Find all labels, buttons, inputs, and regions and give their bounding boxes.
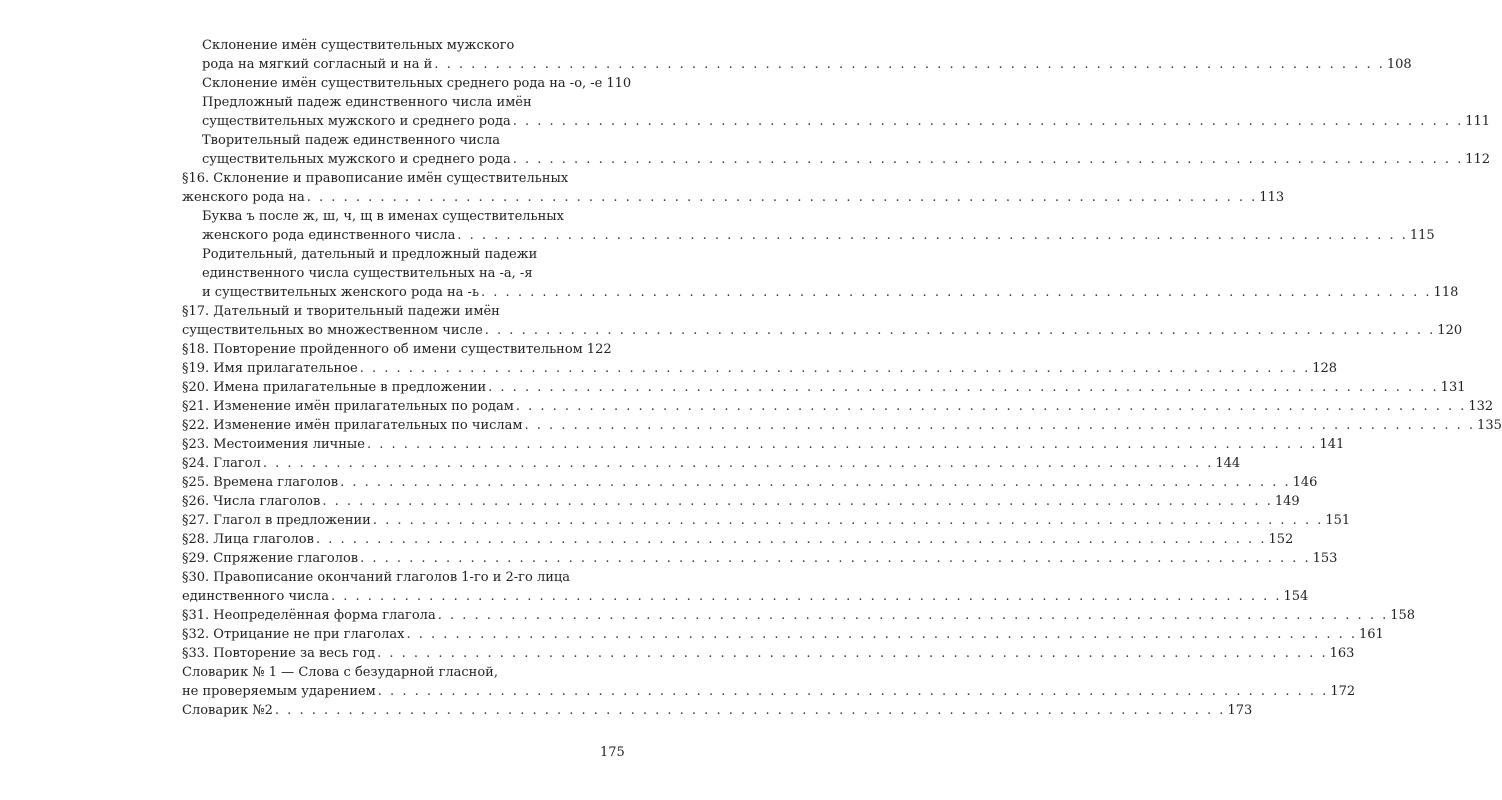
dot-leader: . . . . . . . . . . . . . . . . . . . . . . . . . . . . . . . . . . . . . . . . . . . . . . . . . . . . . . . . . . . . . . . . . . . . . . . . . . . . . . xyxy=(262,456,1214,471)
toc-page-number: 141 xyxy=(1319,437,1345,452)
toc-entry xyxy=(182,302,1463,340)
toc-page-number: 144 xyxy=(1215,456,1241,471)
dot-leader: . . . . . . . . . . . . . . . . . . . . . . . . . . . . . . . . . . . . . . . . . . . . . . . . . . . . . . . . . . . . . . . . . . . . . . . . . . . . . . xyxy=(366,437,1318,452)
toc-entry-line: §25. Времена глаголов xyxy=(182,475,339,490)
toc-entry xyxy=(182,93,1491,131)
toc-entry-line: существительных мужского и среднего рода xyxy=(202,152,511,167)
dot-leader: . . . . . . . . . . . . . . . . . . . . . . . . . . . . . . . . . . . . . . . . . . . . . . . . . . . . . . . . . . . . . . . . . . . . . . . . . . . . . . xyxy=(274,703,1226,718)
toc-entry-line: Творительный падеж единственного числа xyxy=(202,133,501,148)
toc-page-number: 158 xyxy=(1390,608,1416,623)
dot-leader: . . . . . . . . . . . . . . . . . . . . . . . . . . . . . . . . . . . . . . . . . . . . . . . . . . . . . . . . . . . . . . . . . . . . . . . . . . . . . . xyxy=(360,551,1311,566)
toc-page-number: 128 xyxy=(1312,361,1338,376)
toc-entry xyxy=(182,416,1502,435)
dot-leader: . . . . . . . . . . . . . . . . . . . . . . . . . . . . . . . . . . . . . . . . . . . . . . . . . . . . . . . . . . . . . . . . . . . . . . . . . . . . . . xyxy=(515,399,1467,414)
toc-page-number: 149 xyxy=(1274,494,1300,509)
toc-entry-line: §28. Лица глаголов xyxy=(182,532,314,547)
dot-leader: . . . . . . . . . . . . . . . . . . . . . . . . . . . . . . . . . . . . . . . . . . . . . . . . . . . . . . . . . . . . . . . . . . . . . . . . . . . . . . xyxy=(377,646,1328,661)
toc-entry-last-line xyxy=(182,492,1300,511)
toc-entry-line: существительных мужского и среднего рода xyxy=(202,114,511,129)
toc-entry-last-line xyxy=(202,283,1459,302)
toc-entry-line: женского рода единственного числа xyxy=(202,228,456,243)
toc-entry-line: Словарик №2 xyxy=(182,703,273,718)
toc-entry xyxy=(182,435,1345,454)
dot-leader: . . . . . . . . . . . . . . . . . . . . . . . . . . . . . . . . . . . . . . . . . . . . . . . . . . . . . . . . . . . . . . . . . . . . . . . . . . . . . . xyxy=(406,627,1357,642)
toc-page-number: 122 xyxy=(586,342,612,357)
toc-entry xyxy=(182,644,1355,663)
page-number: 175 xyxy=(600,745,625,760)
toc-entry-line: §18. Повторение пройденного об имени существительном xyxy=(182,342,583,357)
toc-entry-line: §16. Склонение и правописание имён существительных xyxy=(182,171,569,186)
toc-entry-line: §17. Дательный и творительный падежи имён xyxy=(182,304,500,319)
toc-entry-line: Буква ъ после ж, ш, ч, щ в именах существительных xyxy=(202,209,564,224)
toc-entry xyxy=(182,397,1494,416)
toc-entry-line: §29. Спряжение глаголов xyxy=(182,551,359,566)
toc-entry-last-line xyxy=(182,397,1494,416)
toc-entry-last-line xyxy=(182,359,1338,378)
toc-entry-last-line xyxy=(182,644,1355,663)
toc-entry-last-line xyxy=(182,378,1466,397)
toc-entry-line: Словарик № 1 — Слова с безударной гласной, xyxy=(182,665,498,680)
toc-entry-last-line xyxy=(202,55,1412,74)
toc-page-number: 115 xyxy=(1409,228,1435,243)
toc-entry-last-line xyxy=(182,321,1463,340)
toc-entry-last-line xyxy=(182,701,1253,720)
toc-entry-last-line xyxy=(182,340,612,359)
toc-entry-line: женского рода на xyxy=(182,190,305,205)
toc-entry-line: §21. Изменение имён прилагательных по родам xyxy=(182,399,514,414)
toc-page-number: 112 xyxy=(1465,152,1491,167)
dot-leader: . . . . . . . . . . . . . . . . . . . . . . . . . . . . . . . . . . . . . . . . . . . . . . . . . . . . . . . . . . . . . . . . . . . . . . . . . . . . . . xyxy=(372,513,1324,528)
toc-entry-line: §20. Имена прилагательные в предложении xyxy=(182,380,487,395)
dot-leader: . . . . . . . . . . . . . . . . . . . . . . . . . . . . . . . . . . . . . . . . . . . . . . . . . . . . . . . . . . . . . . . . . . . . . . . . . . . . . . xyxy=(488,380,1439,395)
toc-entry xyxy=(182,454,1241,473)
toc-page-number: 154 xyxy=(1283,589,1309,604)
toc-entry xyxy=(182,568,1309,606)
dot-leader: . . . . . . . . . . . . . . . . . . . . . . . . . . . . . . . . . . . . . . . . . . . . . . . . . . . . . . . . . . . . . . . . . . . . . . . . . . . . . . xyxy=(315,532,1267,547)
toc-page-number: 152 xyxy=(1268,532,1294,547)
toc-entry-line: §31. Неопределённая форма глагола xyxy=(182,608,436,623)
toc-entry xyxy=(182,530,1294,549)
toc-entry-last-line xyxy=(182,473,1318,492)
dot-leader: . . . . . . . . . . . . . . . . . . . . . . . . . . . . . . . . . . . . . . . . . . . . . . . . . . . . . . . . . . . . . . . . . . . . . . . . . . . . . . xyxy=(322,494,1273,509)
toc-entry xyxy=(182,492,1300,511)
dot-leader: . . . . . . . . . . . . . . . . . . . . . . . . . . . . . . . . . . . . . . . . . . . . . . . . . . . . . . . . . . . . . . . . . . . . . . . . . . . . . . xyxy=(481,285,1432,300)
dot-leader: . . . . . . . . . . . . . . . . . . . . . . . . . . . . . . . . . . . . . . . . . . . . . . . . . . . . . . . . . . . . . . . . . . . . . . . . . . . . . . xyxy=(377,684,1329,699)
toc-entry-line: Родительный, дательный и предложный падежи xyxy=(202,247,538,262)
toc-entry-line: §23. Местоимения личные xyxy=(182,437,365,452)
toc-entry xyxy=(182,74,632,93)
toc-page-number: 135 xyxy=(1477,418,1502,433)
toc-entry xyxy=(182,36,1412,74)
toc-entry xyxy=(182,625,1384,644)
toc-entry-last-line xyxy=(182,606,1416,625)
toc-entry-last-line xyxy=(182,530,1294,549)
dot-leader: . . . . . . . . . . . . . . . . . . . . . . . . . . . . . . . . . . . . . . . . . . . . . . . . . . . . . . . . . . . . . . . . . . . . . . . . . . . . . . xyxy=(437,608,1389,623)
dot-leader: . . . . . . . . . . . . . . . . . . . . . . . . . . . . . . . . . . . . . . . . . . . . . . . . . . . . . . . . . . . . . . . . . . . . . . . . . . . . . . xyxy=(512,114,1464,129)
toc-entry-last-line xyxy=(182,416,1502,435)
toc-page-number: 161 xyxy=(1359,627,1384,642)
toc-page-number: 132 xyxy=(1468,399,1494,414)
toc-entry-line: не проверяемым ударением xyxy=(182,684,376,699)
toc-page-number: 111 xyxy=(1465,114,1491,129)
toc-entry-line: единственного числа xyxy=(182,589,329,604)
toc-entry-line: §32. Отрицание не при глаголах xyxy=(182,627,405,642)
toc-entry-last-line xyxy=(202,74,632,93)
dot-leader: . . . . . . . . . . . . . . . . . . . . . . . . . . . . . . . . . . . . . . . . . . . . . . . . . . . . . . . . . . . . . . . . . . . . . . . . . . . . . . xyxy=(359,361,1311,376)
toc-page-number: 172 xyxy=(1330,684,1356,699)
toc-entry xyxy=(182,511,1351,530)
toc-entry xyxy=(182,606,1416,625)
toc-page-number: 153 xyxy=(1312,551,1338,566)
toc-entry-last-line xyxy=(202,112,1491,131)
toc-entry-last-line xyxy=(182,682,1356,701)
dot-leader: . . . . . . . . . . . . . . . . . . . . . . . . . . . . . . . . . . . . . . . . . . . . . . . . . . . . . . . . . . . . . . . . . . . . . . . . . . . . . . xyxy=(434,57,1385,72)
toc-page-number: 173 xyxy=(1227,703,1253,718)
toc-entry-line: Склонение имён существительных среднего рода на -о, -е xyxy=(202,76,603,91)
toc-entry xyxy=(182,340,612,359)
dot-leader: . . . . . . . . . . . . . . . . . . . . . . . . . . . . . . . . . . . . . . . . . . . . . . . . . . . . . . . . . . . . . . . . . . . . . . . . . . . . . . xyxy=(340,475,1291,490)
toc-entry-line: рода на мягкий согласный и на й xyxy=(202,57,433,72)
toc-page-number: 118 xyxy=(1433,285,1459,300)
dot-leader: . . . . . . . . . . . . . . . . . . . . . . . . . . . . . . . . . . . . . . . . . . . . . . . . . . . . . . . . . . . . . . . . . . . . . . . . . . . . . . xyxy=(524,418,1476,433)
toc-entry xyxy=(182,549,1338,568)
toc-entry-last-line xyxy=(182,188,1285,207)
toc-entry xyxy=(182,131,1491,169)
toc-page-number: 151 xyxy=(1325,513,1351,528)
toc-entry xyxy=(182,663,1356,701)
toc-entry-line: и существительных женского рода на -ь xyxy=(202,285,480,300)
table-of-contents xyxy=(182,36,1502,720)
dot-leader: . . . . . . . . . . . . . . . . . . . . . . . . . . . . . . . . . . . . . . . . . . . . . . . . . . . . . . . . . . . . . . . . . . . . . . . . . . . . . . xyxy=(484,323,1436,338)
toc-entry-line: Предложный падеж единственного числа имён xyxy=(202,95,532,110)
dot-leader: . . . . . . . . . . . . . . . . . . . . . . . . . . . . . . . . . . . . . . . . . . . . . . . . . . . . . . . . . . . . . . . . . . . . . . . . . . . . . . xyxy=(331,589,1282,604)
toc-entry-line: §33. Повторение за весь год xyxy=(182,646,376,661)
dot-leader: . . . . . . . . . . . . . . . . . . . . . . . . . . . . . . . . . . . . . . . . . . . . . . . . . . . . . . . . . . . . . . . . . . . . . . . . . . . . . . xyxy=(512,152,1464,167)
dot-leader: . . . . . . . . . . . . . . . . . . . . . . . . . . . . . . . . . . . . . . . . . . . . . . . . . . . . . . . . . . . . . . . . . . . . . . . . . . . . . . xyxy=(306,190,1258,205)
toc-entry xyxy=(182,359,1338,378)
toc-entry xyxy=(182,701,1253,720)
toc-entry-last-line xyxy=(182,435,1345,454)
toc-entry xyxy=(182,245,1459,302)
toc-entry-last-line xyxy=(202,226,1435,245)
toc-page-number: 110 xyxy=(606,76,632,91)
toc-entry xyxy=(182,169,1285,207)
toc-page-number: 120 xyxy=(1437,323,1463,338)
toc-entry-line: единственного числа существительных на -а, -я xyxy=(202,266,533,281)
toc-entry-line: §22. Изменение имён прилагательных по числам xyxy=(182,418,523,433)
toc-entry-line: §30. Правописание окончаний глаголов 1-го и 2-го лица xyxy=(182,570,570,585)
toc-entry-last-line xyxy=(182,625,1384,644)
toc-entry xyxy=(182,207,1435,245)
toc-entry-last-line xyxy=(202,150,1491,169)
toc-entry-line: существительных во множественном числе xyxy=(182,323,483,338)
toc-entry-last-line xyxy=(182,511,1351,530)
toc-page-number: 146 xyxy=(1292,475,1318,490)
toc-entry-last-line xyxy=(182,549,1338,568)
toc-page-number: 163 xyxy=(1329,646,1355,661)
toc-entry-last-line xyxy=(182,454,1241,473)
toc-entry xyxy=(182,378,1466,397)
toc-entry-line: §19. Имя прилагательное xyxy=(182,361,358,376)
toc-entry xyxy=(182,473,1318,492)
toc-page-number: 131 xyxy=(1440,380,1466,395)
toc-entry-last-line xyxy=(182,587,1309,606)
toc-entry-line: Склонение имён существительных мужского xyxy=(202,38,515,53)
toc-entry-line: §24. Глагол xyxy=(182,456,261,471)
toc-page-number: 108 xyxy=(1386,57,1412,72)
dot-leader: . . . . . . . . . . . . . . . . . . . . . . . . . . . . . . . . . . . . . . . . . . . . . . . . . . . . . . . . . . . . . . . . . . . . . . . . . . . . . . xyxy=(457,228,1408,243)
toc-page-number: 113 xyxy=(1259,190,1285,205)
toc-entry-line: §26. Числа глаголов xyxy=(182,494,321,509)
toc-entry-line: §27. Глагол в предложении xyxy=(182,513,371,528)
